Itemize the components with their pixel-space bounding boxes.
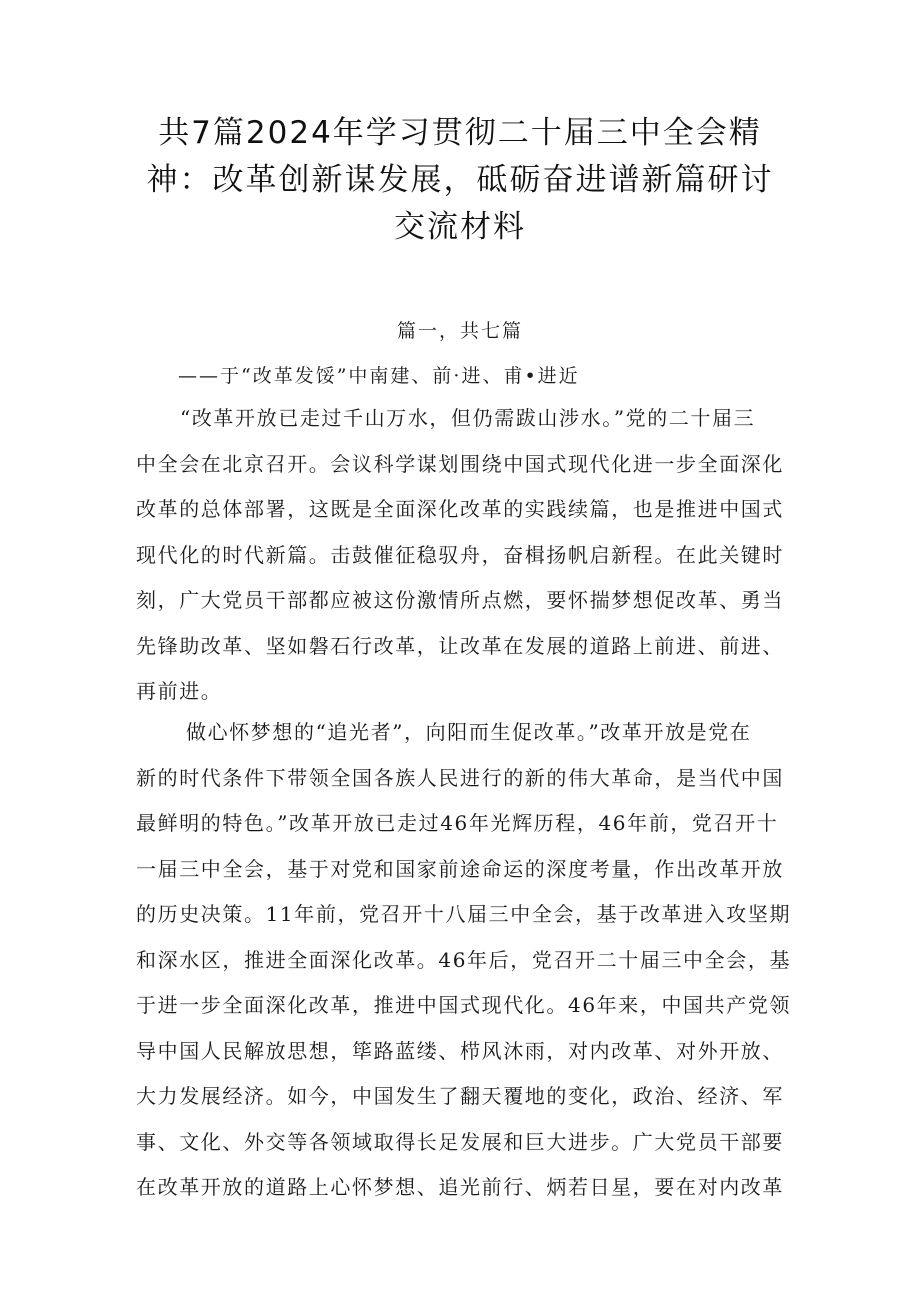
paragraph-line: 先锋助改革、坚如磐石行改革，让改革在发展的道路上前进、前进、 — [136, 633, 784, 658]
paragraph-line: 中全会在北京召开。会议科学谋划围绕中国式现代化进一步全面深化 — [136, 451, 784, 476]
paragraph-line: 现代化的时代新篇。击鼓催征稳驭舟，奋楫扬帆启新程。在此关键时 — [136, 542, 784, 567]
paragraph-line: 再前进。 — [136, 679, 223, 703]
paragraph-line: 刻，广大党员干部都应被这份激情所点燃，要怀揣梦想促改革、勇当 — [136, 588, 784, 612]
paragraph-line: 的历史决策。11年前，党召开十八届三中全会，基于改革进入攻坚期 — [136, 902, 792, 926]
paragraph-line: 和深水区，推进全面深化改革。46年后，党召开二十届三中全会，基 — [136, 947, 792, 972]
paragraph-line: 一届三中全会，基于对党和国家前途命运的深度考量，作出改革开放 — [136, 856, 784, 881]
title-line: 共7篇2024年学习贯彻二十届三中全会精 — [158, 115, 762, 151]
paragraph-line: 于进一步全面深化改革，推进中国式现代化。46年来，中国共产党领 — [136, 993, 792, 1017]
section-heading: 篇一，共七篇 — [396, 320, 523, 342]
paragraph-line: 做心怀梦想的“追光者”，向阳而生促改革。”改革开放是党在 — [186, 720, 752, 744]
document-title — [110, 110, 810, 251]
section-subtitle: ——于“改革发馁”中南建、前·进、甫•进近 — [178, 365, 580, 387]
paragraph-line: 导中国人民解放思想，筚路蓝缕、栉风沐雨，对内改革、对外开放、 — [136, 1038, 784, 1063]
paragraph-line: 新的时代条件下带领全国各族人民进行的新的伟大革命，是当代中国 — [136, 765, 784, 790]
paragraph-line: 改革的总体部署，这既是全面深化改革的实践续篇，也是推进中国式 — [136, 497, 784, 521]
paragraph-line: “改革开放已走过千山万水，但仍需跋山涉水。”党的二十届三 — [180, 406, 756, 430]
paragraph-line: 在改革开放的道路上心怀梦想、追光前行、炳若日星，要在对内改革 — [136, 1175, 784, 1199]
paragraph-1 — [136, 396, 792, 715]
paragraph-line: 事、文化、外交等各领域取得长足发展和巨大进步。广大党员干部要 — [136, 1129, 784, 1154]
paragraph-line: 最鲜明的特色。”改革开放已走过46年光辉历程，46年前，党召开十 — [136, 811, 779, 835]
paragraph-2 — [136, 710, 792, 1211]
title-line: 神：改革创新谋发展，砥砺奋进谱新篇研讨 — [146, 162, 774, 198]
paragraph-line: 大力发展经济。如今，中国发生了翻天覆地的变化，政治、经济、军 — [136, 1084, 784, 1108]
title-line: 交流材料 — [394, 209, 526, 245]
